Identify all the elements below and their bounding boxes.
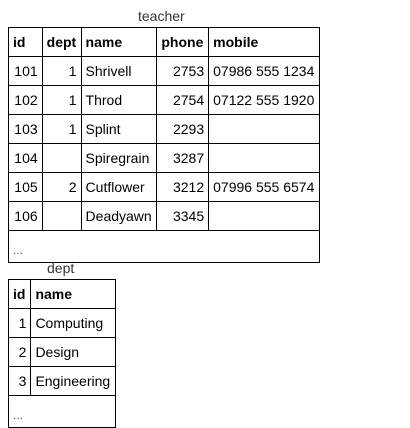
teacher-row [9, 115, 320, 144]
teacher-table [8, 27, 320, 263]
teacher-row [9, 57, 320, 86]
teacher-cell-id: 101 [9, 57, 43, 86]
teacher-cell-phone: 3212 [157, 173, 209, 202]
teacher-row [9, 173, 320, 202]
dept-row [9, 338, 116, 367]
dept-cell-id: 2 [9, 338, 31, 367]
dept-row [9, 309, 116, 338]
teacher-cell-name: Spiregrain [81, 144, 157, 173]
teacher-cell-name: Splint [81, 115, 157, 144]
teacher-cell-id: 105 [9, 173, 43, 202]
teacher-cell-phone: 2754 [157, 86, 209, 115]
teacher-cell-phone: 2753 [157, 57, 209, 86]
teacher-cell-dept: 1 [42, 115, 81, 144]
teacher-cell-mobile [209, 115, 320, 144]
teacher-cell-id: 102 [9, 86, 43, 115]
dept-header-name: name [31, 280, 116, 309]
teacher-cell-dept [42, 144, 81, 173]
teacher-cell-phone: 3287 [157, 144, 209, 173]
teacher-cell-id: 104 [9, 144, 43, 173]
teacher-table-caption: teacher [138, 8, 185, 24]
teacher-header-id: id [9, 28, 43, 57]
teacher-cell-dept: 1 [42, 57, 81, 86]
teacher-cell-id: 106 [9, 202, 43, 231]
dept-cell-id: 3 [9, 367, 31, 396]
teacher-cell-mobile: 07996 555 6574 [209, 173, 320, 202]
teacher-cell-dept [42, 202, 81, 231]
teacher-cell-phone: 3345 [157, 202, 209, 231]
teacher-cell-phone: 2293 [157, 115, 209, 144]
teacher-cell-name: Cutflower [81, 173, 157, 202]
dept-table-caption: dept [47, 260, 75, 276]
teacher-cell-name: Deadyawn [81, 202, 157, 231]
teacher-more-row [9, 231, 320, 263]
dept-cell-name: Engineering [31, 367, 116, 396]
dept-header-id: id [9, 280, 31, 309]
dept-more-row [9, 396, 116, 428]
teacher-row [9, 86, 320, 115]
dept-table [8, 279, 116, 428]
dept-row [9, 367, 116, 396]
dept-header-row [9, 280, 116, 309]
teacher-row [9, 202, 320, 231]
teacher-row [9, 144, 320, 173]
dept-more-ellipsis: ... [9, 396, 116, 428]
teacher-cell-mobile [209, 144, 320, 173]
teacher-cell-mobile: 07986 555 1234 [209, 57, 320, 86]
dept-cell-name: Computing [31, 309, 116, 338]
teacher-more-ellipsis: ... [9, 231, 320, 263]
teacher-cell-name: Shrivell [81, 57, 157, 86]
teacher-header-name: name [81, 28, 157, 57]
teacher-cell-mobile: 07122 555 1920 [209, 86, 320, 115]
dept-cell-id: 1 [9, 309, 31, 338]
teacher-cell-mobile [209, 202, 320, 231]
dept-cell-name: Design [31, 338, 116, 367]
teacher-header-mobile: mobile [209, 28, 320, 57]
teacher-header-dept: dept [42, 28, 81, 57]
teacher-cell-id: 103 [9, 115, 43, 144]
teacher-header-phone: phone [157, 28, 209, 57]
teacher-cell-name: Throd [81, 86, 157, 115]
teacher-cell-dept: 2 [42, 173, 81, 202]
teacher-header-row [9, 28, 320, 57]
teacher-cell-dept: 1 [42, 86, 81, 115]
